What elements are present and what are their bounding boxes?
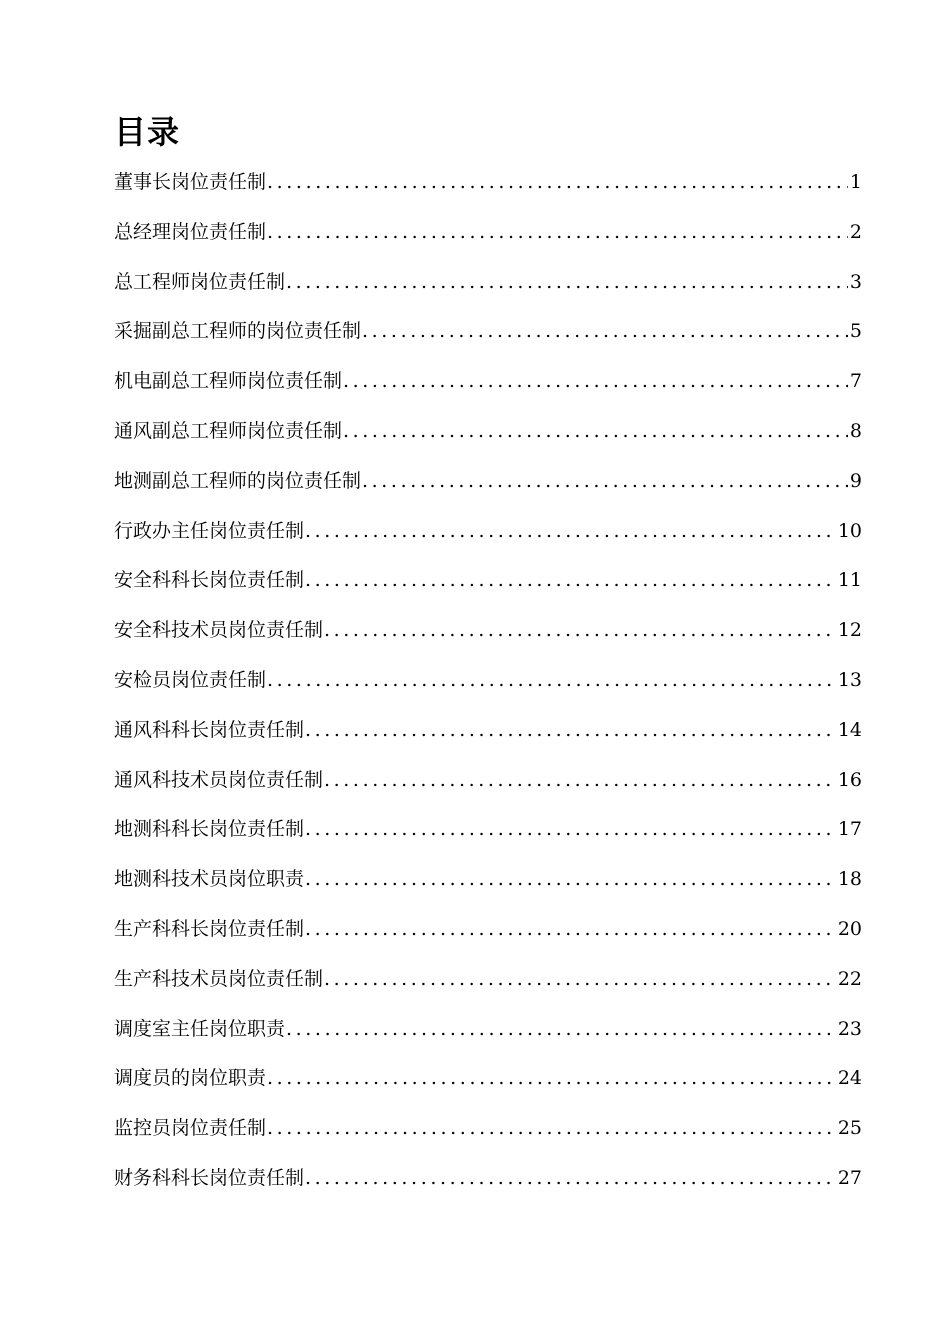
toc-entry-title: 安全科技术员岗位责任制 — [114, 619, 324, 642]
toc-dot-leader — [324, 955, 836, 1003]
toc-dot-leader — [362, 307, 848, 355]
toc-dot-leader — [305, 855, 836, 903]
toc-entry[interactable] — [114, 805, 862, 855]
toc-dot-leader — [343, 357, 848, 405]
toc-entry-title: 调度员的岗位职责 — [114, 1067, 267, 1090]
toc-entry[interactable] — [114, 1154, 862, 1204]
toc-page-number: 13 — [837, 668, 862, 691]
toc-entry-title: 安全科科长岗位责任制 — [114, 569, 305, 592]
toc-entry-title: 地测副总工程师的岗位责任制 — [114, 469, 362, 492]
toc-entry[interactable] — [114, 1005, 862, 1055]
toc-page-number: 27 — [837, 1166, 862, 1189]
toc-dot-leader — [267, 656, 836, 704]
toc-page-number: 23 — [837, 1017, 862, 1040]
toc-entry[interactable] — [114, 955, 862, 1005]
toc-page-number: 3 — [849, 270, 862, 293]
toc-entry[interactable] — [114, 556, 862, 606]
toc-entry[interactable] — [114, 407, 862, 457]
toc-dot-leader — [305, 706, 836, 754]
toc-page-number: 17 — [837, 818, 862, 841]
toc-dot-leader — [305, 905, 836, 953]
toc-dot-leader — [267, 158, 848, 206]
toc-entry-title: 地测科科长岗位责任制 — [114, 818, 305, 841]
toc-entry[interactable] — [114, 307, 862, 357]
toc-page-number: 8 — [849, 419, 862, 442]
toc-dot-leader — [362, 457, 848, 505]
toc-entry-title: 通风副总工程师岗位责任制 — [114, 419, 343, 442]
toc-dot-leader — [305, 507, 836, 555]
toc-entry-title: 监控员岗位责任制 — [114, 1117, 267, 1140]
toc-entry-title: 总经理岗位责任制 — [114, 220, 267, 243]
toc-page-number: 1 — [849, 171, 862, 193]
toc-entry[interactable] — [114, 1104, 862, 1154]
toc-entry[interactable] — [114, 606, 862, 656]
toc-entry-title: 通风科技术员岗位责任制 — [114, 768, 324, 791]
toc-entry[interactable] — [114, 507, 862, 557]
toc-entry-title: 董事长岗位责任制 — [114, 171, 267, 193]
toc-title: 目录 — [114, 113, 181, 151]
toc-page-number: 7 — [849, 370, 862, 393]
toc-page-number: 20 — [837, 917, 862, 940]
toc-dot-leader — [305, 1154, 836, 1202]
toc-entry-title: 生产科技术员岗位责任制 — [114, 967, 324, 990]
toc-page-number: 12 — [837, 619, 862, 642]
toc-list — [114, 158, 862, 1204]
toc-dot-leader — [324, 756, 836, 804]
toc-entry[interactable] — [114, 457, 862, 507]
toc-dot-leader — [267, 1104, 836, 1152]
toc-page-number: 22 — [837, 967, 862, 990]
toc-entry-title: 总工程师岗位责任制 — [114, 270, 286, 293]
toc-entry[interactable] — [114, 756, 862, 806]
toc-page-number: 5 — [849, 320, 862, 343]
toc-entry[interactable] — [114, 158, 862, 208]
toc-page-number: 18 — [837, 868, 862, 891]
toc-entry[interactable] — [114, 706, 862, 756]
toc-dot-leader — [286, 1005, 836, 1053]
toc-page-number: 25 — [837, 1117, 862, 1140]
toc-page-number: 10 — [837, 519, 862, 542]
toc-entry[interactable] — [114, 656, 862, 706]
toc-entry[interactable] — [114, 357, 862, 407]
toc-dot-leader — [305, 805, 836, 853]
toc-entry[interactable] — [114, 208, 862, 258]
toc-dot-leader — [305, 556, 836, 604]
toc-entry-title: 生产科科长岗位责任制 — [114, 917, 305, 940]
toc-entry-title: 采掘副总工程师的岗位责任制 — [114, 320, 362, 343]
toc-entry[interactable] — [114, 855, 862, 905]
toc-entry-title: 通风科科长岗位责任制 — [114, 718, 305, 741]
toc-entry-title: 机电副总工程师岗位责任制 — [114, 370, 343, 393]
toc-entry-title: 安检员岗位责任制 — [114, 668, 267, 691]
toc-page-number: 9 — [849, 469, 862, 492]
toc-entry-title: 地测科技术员岗位职责 — [114, 868, 305, 891]
toc-entry-title: 调度室主任岗位职责 — [114, 1017, 286, 1040]
toc-page-number: 24 — [837, 1067, 862, 1090]
toc-page-number: 16 — [837, 768, 862, 791]
toc-page-number: 2 — [849, 220, 862, 243]
toc-entry[interactable] — [114, 258, 862, 308]
toc-dot-leader — [267, 1054, 836, 1102]
toc-dot-leader — [267, 208, 848, 256]
toc-dot-leader — [286, 258, 848, 306]
toc-page-number: 11 — [837, 569, 862, 592]
toc-page-number: 14 — [837, 718, 862, 741]
toc-dot-leader — [324, 606, 836, 654]
toc-dot-leader — [343, 407, 848, 455]
toc-entry-title: 行政办主任岗位责任制 — [114, 519, 305, 542]
toc-entry-title: 财务科科长岗位责任制 — [114, 1166, 305, 1189]
toc-entry[interactable] — [114, 1054, 862, 1104]
toc-entry[interactable] — [114, 905, 862, 955]
